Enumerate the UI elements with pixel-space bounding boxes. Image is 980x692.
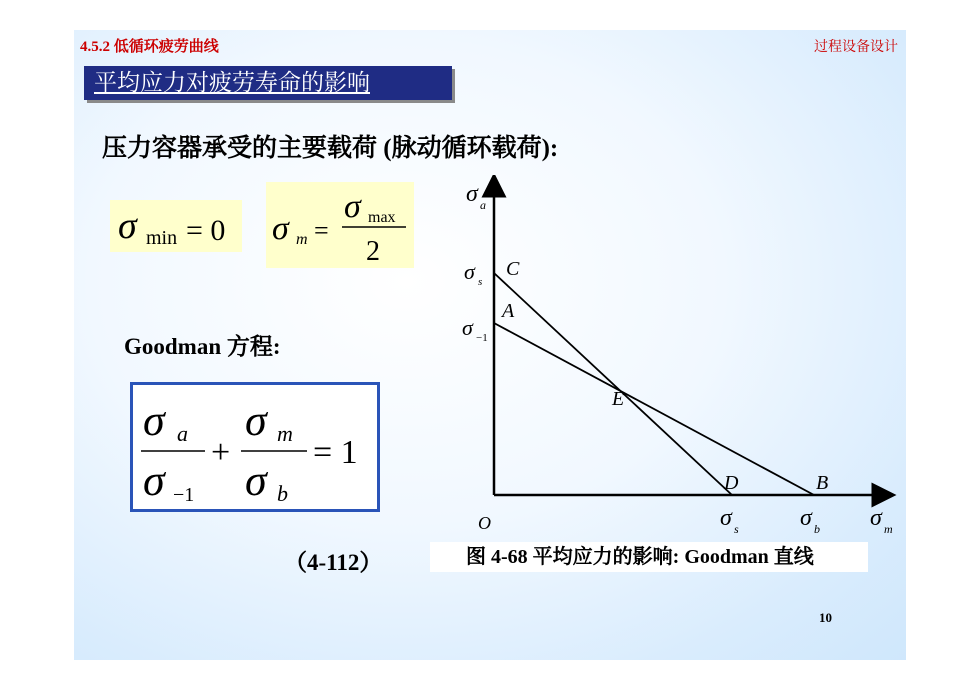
y-tick-sigma-s: σ — [464, 259, 475, 284]
sigma-mean-svg — [266, 182, 414, 268]
section-label: 4.5.2 低循环疲劳曲线 — [80, 39, 219, 55]
sigma-m-subscript: m — [277, 421, 293, 446]
slide-title: 平均应力对疲劳寿命的影响 — [84, 66, 452, 100]
sigma-symbol: σ — [272, 210, 289, 247]
sigma-symbol: σ — [344, 188, 361, 225]
line-cd — [494, 273, 732, 495]
x-tick-sigma-s-subscript: s — [734, 522, 739, 535]
point-b: B — [816, 472, 829, 494]
page-number: 10 — [819, 610, 832, 625]
goodman-label: Goodman 方程: — [124, 334, 281, 359]
equation-number: （4-112） — [284, 550, 383, 575]
y-axis-symbol: σ — [466, 181, 478, 207]
sigma-min-svg — [110, 200, 242, 252]
sigma-symbol: σ — [118, 205, 137, 247]
sigma-min-subscript: min — [146, 227, 178, 249]
sigma-minus1-subscript: −1 — [173, 484, 195, 506]
x-axis-symbol: σ — [870, 505, 882, 531]
sigma-symbol: σ — [143, 396, 165, 445]
point-a: A — [502, 300, 515, 322]
goodman-equation — [130, 382, 380, 512]
sigma-mean-formula — [266, 182, 414, 268]
sigma-a-subscript: a — [177, 421, 188, 446]
goodman-diagram — [444, 175, 904, 535]
plus-sign: + — [211, 434, 231, 471]
x-tick-sigma-b-subscript: b — [814, 522, 820, 535]
sigma-m-subscript: m — [296, 231, 308, 248]
sigma-min-formula — [110, 200, 242, 252]
course-label: 过程设备设计 — [814, 39, 898, 55]
slide — [74, 30, 906, 660]
point-c: C — [506, 258, 520, 280]
sigma-b-subscript: b — [277, 481, 288, 506]
goodman-equation-svg — [133, 385, 377, 509]
y-tick-sigma-minus1-subscript: −1 — [476, 332, 488, 344]
y-tick-sigma-s-subscript: s — [478, 276, 483, 288]
sigma-symbol: σ — [143, 456, 165, 505]
load-heading: 压力容器承受的主要载荷 (脉动循环载荷): — [102, 135, 559, 162]
denominator: 2 — [366, 236, 380, 267]
equation-rhs: = 1 — [313, 434, 358, 471]
x-tick-sigma-s: σ — [720, 505, 732, 531]
y-tick-sigma-minus1: σ — [462, 315, 473, 340]
point-d: D — [724, 472, 739, 494]
sigma-symbol: σ — [245, 396, 267, 445]
figure-caption: 图 4-68 平均应力的影响: Goodman 直线 — [430, 542, 868, 572]
x-tick-sigma-b: σ — [800, 505, 812, 531]
sigma-symbol: σ — [245, 456, 267, 505]
origin-label: O — [478, 513, 491, 533]
sigma-min-rhs: = 0 — [186, 214, 226, 247]
x-axis-subscript: m — [884, 522, 893, 535]
line-ab — [494, 323, 814, 495]
sigma-max-subscript: max — [368, 209, 396, 226]
point-e: E — [612, 388, 625, 410]
equals-sign: = — [314, 216, 329, 245]
y-axis-subscript: a — [480, 198, 486, 212]
